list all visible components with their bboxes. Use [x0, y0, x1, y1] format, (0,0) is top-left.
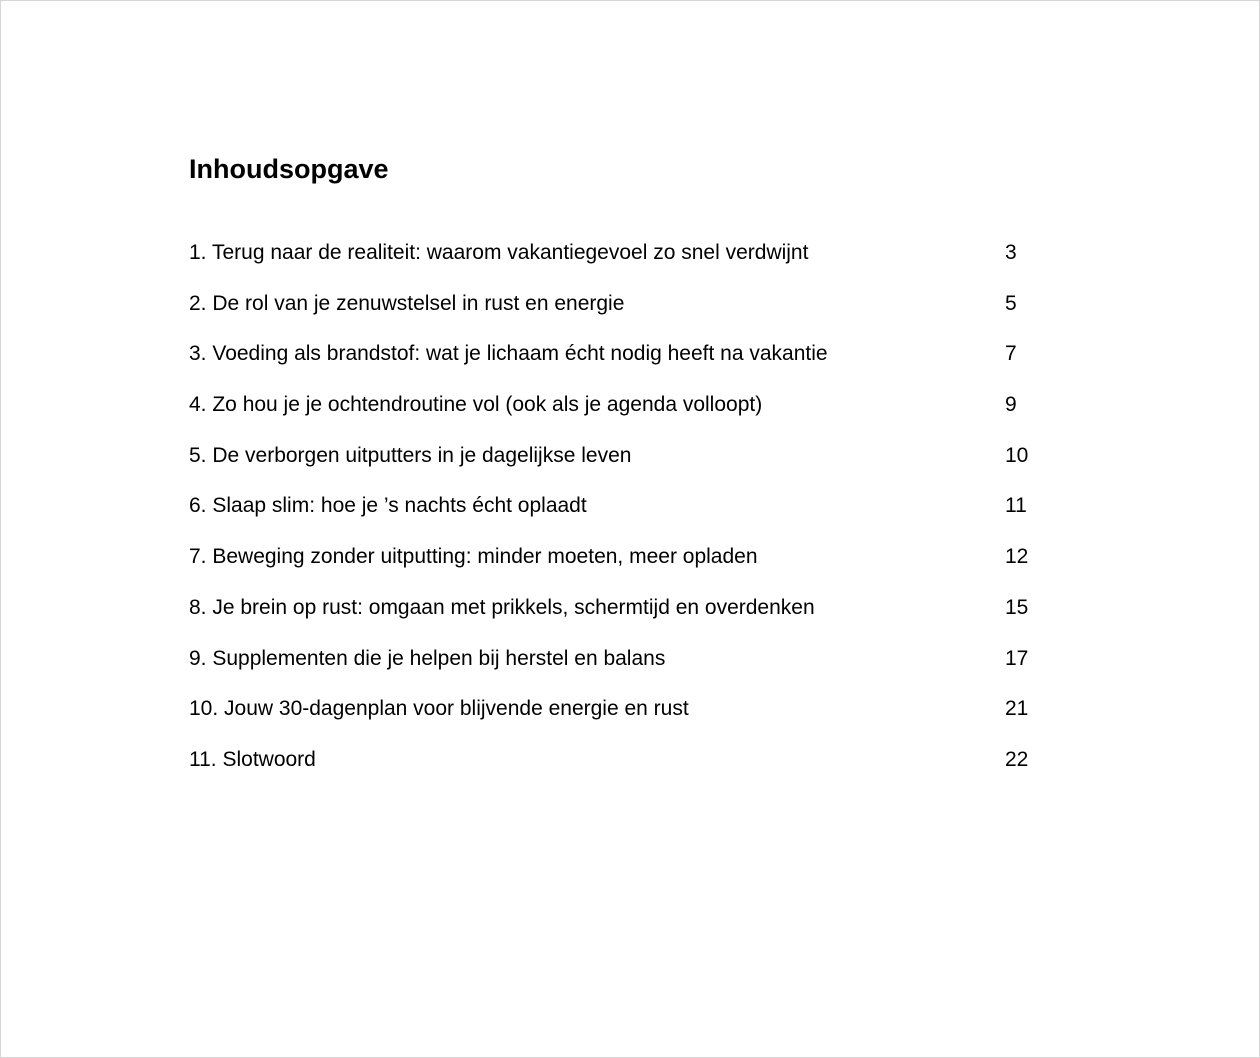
toc-entry-page-number: 9 [1005, 393, 1017, 417]
toc-entry-text: 3. Voeding als brandstof: wat je lichaam écht nodig heeft na vakantie [189, 342, 828, 366]
toc-entry [189, 643, 1049, 694]
toc-entry-page-number: 7 [1005, 342, 1017, 366]
toc-entry [189, 440, 1049, 491]
toc-entry [189, 744, 1049, 795]
toc-entry [189, 541, 1049, 592]
toc-entry [189, 592, 1049, 643]
toc-entry-text: 5. De verborgen uitputters in je dagelijkse leven [189, 443, 632, 467]
toc-entry-text: 9. Supplementen die je helpen bij herstel en balans [189, 646, 666, 670]
toc-entry-text: 8. Je brein op rust: omgaan met prikkels, schermtijd en overdenken [189, 595, 815, 619]
toc-entry-text: 1. Terug naar de realiteit: waarom vakantiegevoel zo snel verdwijnt [189, 241, 809, 264]
toc-entry-page-number: 17 [1005, 646, 1029, 670]
toc-entry [189, 237, 1049, 288]
toc-entry-page-number: 12 [1005, 545, 1029, 569]
toc-entry-page-number: 15 [1005, 595, 1029, 619]
toc-entry-page-number: 22 [1005, 747, 1029, 771]
toc-list [189, 237, 1049, 795]
toc-entry-page-number: 11 [1005, 494, 1027, 518]
toc-entry [189, 490, 1049, 541]
toc-entry-text: 10. Jouw 30-dagenplan voor blijvende energie en rust [189, 697, 689, 721]
toc-entry-page-number: 21 [1005, 697, 1029, 721]
toc-entry-page-number: 10 [1005, 443, 1029, 467]
toc-entry-page-number: 5 [1005, 291, 1017, 315]
toc-entry [189, 338, 1049, 389]
toc-entry-text: 11. Slotwoord [189, 747, 316, 771]
toc-entry [189, 389, 1049, 440]
toc-entry-text: 4. Zo hou je je ochtendroutine vol (ook als je agenda volloopt) [189, 393, 763, 417]
toc-entry [189, 288, 1049, 339]
toc-entry-text: 2. De rol van je zenuwstelsel in rust en energie [189, 291, 625, 315]
toc-title: Inhoudsopgave [189, 154, 389, 184]
toc-entry-text: 6. Slaap slim: hoe je ’s nachts écht oplaadt [189, 494, 587, 518]
toc-entry-page-number: 3 [1005, 241, 1017, 264]
toc-entry-text: 7. Beweging zonder uitputting: minder moeten, meer opladen [189, 545, 758, 569]
toc-entry [189, 693, 1049, 744]
